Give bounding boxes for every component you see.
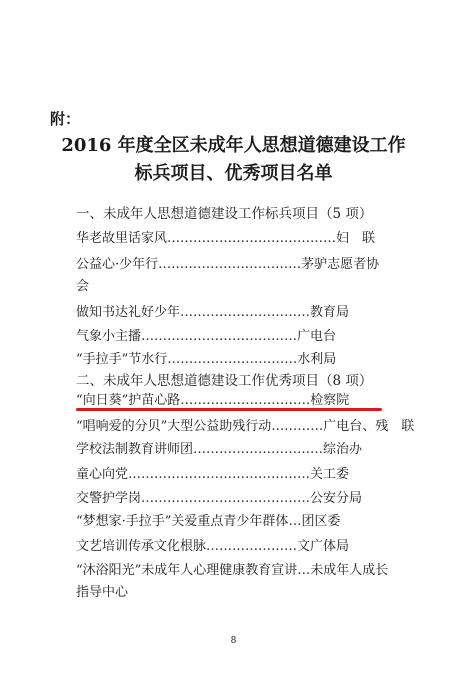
page-number: 8 — [230, 636, 237, 646]
leader-dots: …………………………………… — [128, 467, 311, 482]
leader-dots: … — [297, 563, 311, 578]
item-organization-continuation: 指导中心 — [76, 585, 129, 600]
document-title-line-1: 2016 年度全区未成年人思想道德建设工作 — [61, 135, 406, 156]
leader-dots: ………………………… — [180, 305, 311, 320]
item-name: “梦想家·手拉手”关爱重点青少年群体 — [76, 514, 289, 529]
list-item — [76, 466, 416, 484]
item-organization: 文广体局 — [297, 539, 350, 554]
item-name: 做知书达礼好少年 — [76, 305, 181, 320]
leader-dots: … — [288, 514, 302, 529]
item-name: “沐浴阳光”未成年人心理健康教育宣讲 — [76, 563, 298, 578]
list-item — [76, 230, 416, 248]
leader-dots: ………………………………… — [167, 231, 337, 246]
leader-dots: ………………… — [206, 539, 298, 554]
item-name: 公益心·少年行 — [76, 257, 159, 272]
list-item — [76, 538, 416, 556]
leader-dots: ………………………… — [167, 352, 298, 367]
leader-dots: ……………………………… — [141, 329, 298, 344]
list-item — [76, 328, 416, 346]
item-organization: 水利局 — [297, 352, 337, 367]
leader-dots: …………………………… — [158, 257, 302, 272]
item-name: 交警护学岗 — [76, 491, 142, 506]
list-item — [76, 441, 416, 459]
item-organization: 综治办 — [323, 442, 363, 457]
leader-dots: ………………………… — [180, 393, 311, 408]
item-name: 华老故里话家风 — [76, 231, 168, 246]
list-item — [76, 562, 416, 580]
item-organization: 广电台 — [297, 329, 337, 344]
appendix-label: 附： — [50, 110, 81, 128]
item-organization: 关工委 — [310, 467, 350, 482]
item-organization: 未成年人成长 — [310, 563, 389, 578]
item-organization: 团区委 — [301, 514, 341, 529]
list-item — [76, 513, 416, 531]
list-item — [76, 418, 416, 436]
document-title-line-2: 标兵项目、优秀项目名单 — [134, 163, 333, 184]
list-item — [76, 490, 416, 508]
item-name: 气象小主播 — [76, 329, 142, 344]
item-organization: 妇 联 — [336, 231, 376, 246]
section-1-heading: 一、未成年人思想道德建设工作标兵项目（5 项） — [76, 206, 373, 222]
item-organization-continuation: 会 — [76, 279, 90, 294]
item-name: “手拉手”节水行 — [76, 352, 168, 367]
leader-dots: ………… — [271, 419, 324, 434]
item-organization: 公安分局 — [310, 491, 363, 506]
leader-dots: ………………………………… — [141, 491, 311, 506]
item-name: 文艺培训传承文化根脉 — [76, 539, 207, 554]
item-name: “唱响爱的分贝”大型公益助残行动 — [76, 419, 272, 434]
item-organization: 检察院 — [310, 393, 350, 408]
leader-dots: ………………………… — [193, 442, 324, 457]
item-organization: 广电台、残 联 — [323, 419, 415, 434]
section-2-heading: 二、未成年人思想道德建设工作优秀项目（8 项） — [76, 373, 373, 389]
list-item — [76, 351, 416, 369]
item-name: 学校法制教育讲师团 — [76, 442, 194, 457]
red-highlight-underline — [76, 408, 382, 411]
list-item — [76, 256, 416, 274]
item-organization: 茅驴志愿者协 — [301, 257, 380, 272]
item-name: “向日葵”护苗心路 — [76, 393, 181, 408]
item-organization: 教育局 — [310, 305, 350, 320]
item-name: 童心向党 — [76, 467, 129, 482]
list-item — [76, 304, 416, 322]
